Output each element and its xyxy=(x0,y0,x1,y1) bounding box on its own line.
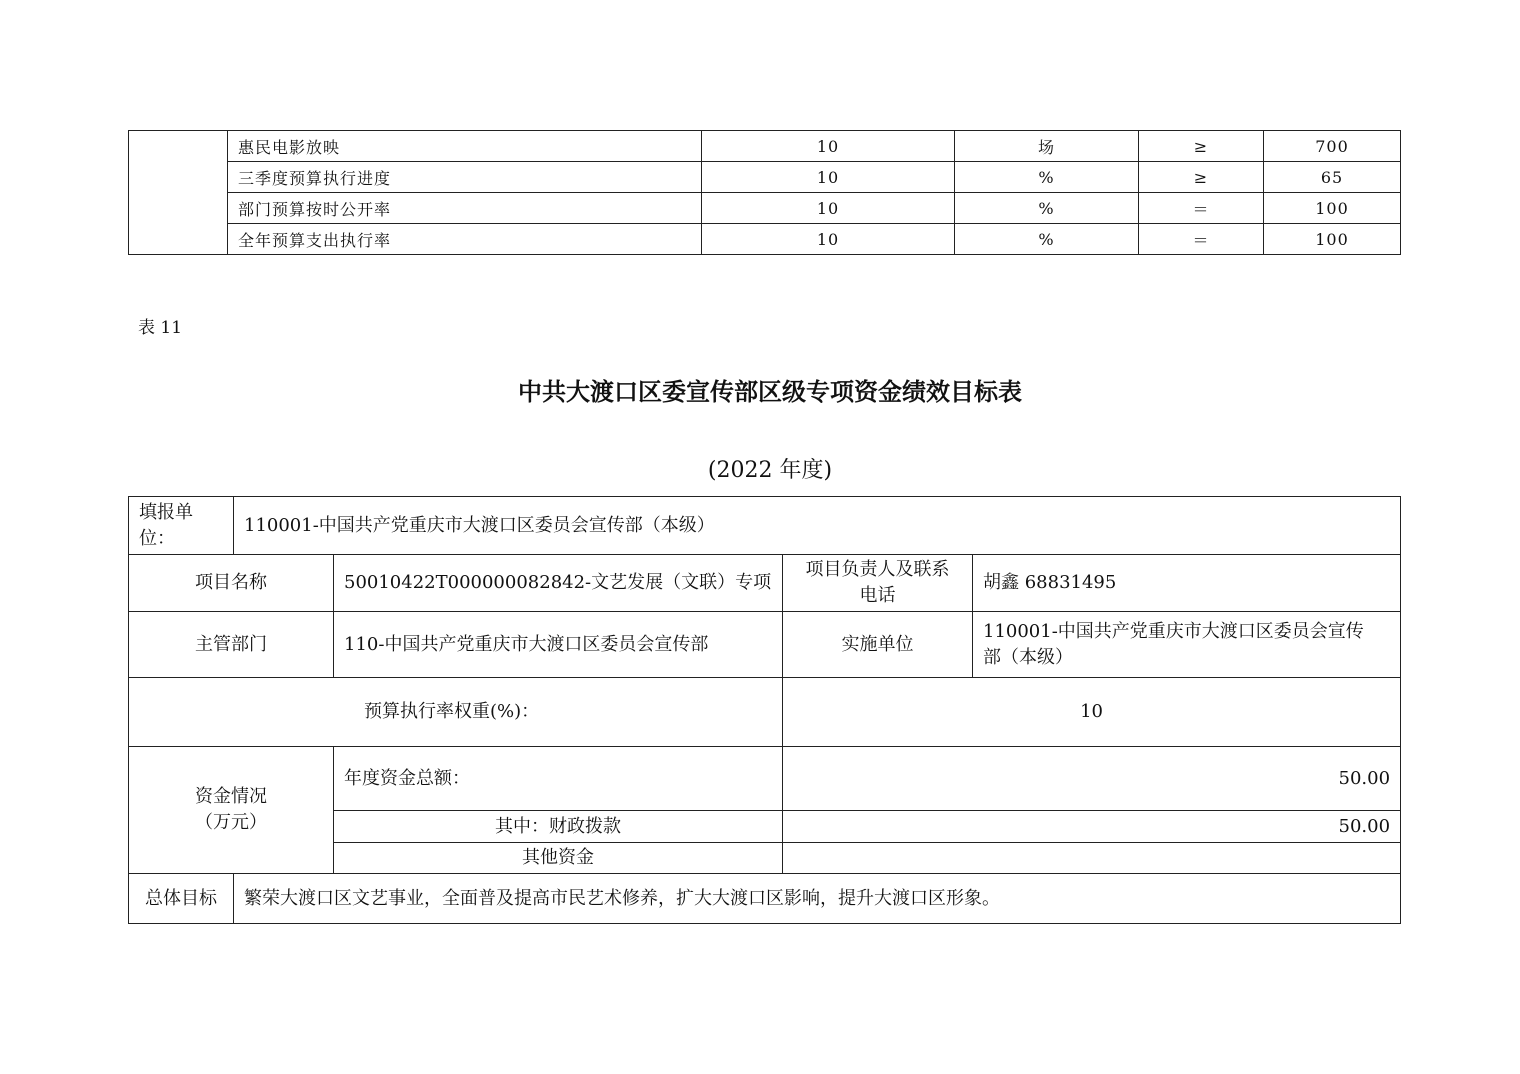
table-row xyxy=(129,612,1401,678)
funds-label xyxy=(129,747,334,874)
contact-value: 胡鑫 68831495 xyxy=(973,555,1401,612)
contact-label xyxy=(783,555,973,612)
reporting-unit-label xyxy=(129,497,234,555)
total-funds-value: 50.00 xyxy=(783,747,1401,811)
indicator-unit: 场 xyxy=(955,131,1139,162)
page-title: 中共大渡口区委宣传部区级专项资金绩效目标表 xyxy=(518,377,1022,406)
performance-target-table xyxy=(128,496,1401,924)
indicator-value: 100 xyxy=(1264,193,1401,224)
indicator-unit: % xyxy=(955,224,1139,255)
table-row xyxy=(129,224,1401,255)
other-funds-value xyxy=(783,843,1401,874)
table-row xyxy=(129,193,1401,224)
project-name-value: 50010422T000000082842-文艺发展（文联）专项 xyxy=(334,555,783,612)
indicator-weight: 10 xyxy=(702,224,955,255)
table-number: 表 11 xyxy=(138,318,183,338)
dept-label: 主管部门 xyxy=(129,612,334,678)
fiscal-funds-value: 50.00 xyxy=(783,811,1401,843)
table-row xyxy=(129,874,1401,924)
indicator-value: 700 xyxy=(1264,131,1401,162)
dept-value: 110-中国共产党重庆市大渡口区委员会宣传部 xyxy=(334,612,783,678)
indicator-weight: 10 xyxy=(702,131,955,162)
table-row xyxy=(129,747,1401,811)
fiscal-funds-label: 其中：财政拨款 xyxy=(334,811,783,843)
overall-goal-label: 总体目标 xyxy=(129,874,234,924)
indicator-weight: 10 xyxy=(702,162,955,193)
indicator-operator: ≥ xyxy=(1139,131,1264,162)
indicator-name: 惠民电影放映 xyxy=(228,131,702,162)
indicator-value: 65 xyxy=(1264,162,1401,193)
impl-unit-value-line2: 部（本级） xyxy=(983,646,1073,668)
table-row xyxy=(129,131,1401,162)
indicator-name: 部门预算按时公开率 xyxy=(228,193,702,224)
contact-label-line2: 电话 xyxy=(859,585,896,606)
overall-goal-value: 繁荣大渡口区文艺事业，全面普及提高市民艺术修养，扩大大渡口区影响，提升大渡口区形象。 xyxy=(234,874,1401,924)
budget-weight-value: 10 xyxy=(783,678,1401,747)
category-cell xyxy=(129,131,228,255)
funds-label-line1: 资金情况 xyxy=(195,786,267,807)
total-funds-label: 年度资金总额： xyxy=(334,747,783,811)
reporting-unit-label-line2: 位： xyxy=(139,527,175,549)
impl-unit-value xyxy=(973,612,1401,678)
indicator-name: 三季度预算执行进度 xyxy=(228,162,702,193)
page-subtitle: (2022 年度) xyxy=(707,458,833,483)
impl-unit-value-line1: 110001-中国共产党重庆市大渡口区委员会宣传 xyxy=(983,620,1364,642)
indicator-name: 全年预算支出执行率 xyxy=(228,224,702,255)
indicator-operator: ≥ xyxy=(1139,162,1264,193)
reporting-unit-value: 110001-中国共产党重庆市大渡口区委员会宣传部（本级） xyxy=(234,497,1401,555)
budget-weight-label: 预算执行率权重(%)： xyxy=(129,678,783,747)
contact-label-line1: 项目负责人及联系 xyxy=(805,559,950,580)
indicator-unit: % xyxy=(955,193,1139,224)
indicator-weight: 10 xyxy=(702,193,955,224)
indicator-table xyxy=(128,130,1401,255)
table-row xyxy=(129,678,1401,747)
table-row xyxy=(129,497,1401,555)
indicator-operator: ＝ xyxy=(1139,224,1264,255)
indicator-operator: ＝ xyxy=(1139,193,1264,224)
indicator-value: 100 xyxy=(1264,224,1401,255)
other-funds-label: 其他资金 xyxy=(334,843,783,874)
reporting-unit-label-line1: 填报单 xyxy=(139,501,193,523)
table-row xyxy=(129,162,1401,193)
table-row xyxy=(129,555,1401,612)
indicator-unit: % xyxy=(955,162,1139,193)
funds-label-line2: （万元） xyxy=(195,812,267,833)
impl-unit-label: 实施单位 xyxy=(783,612,973,678)
project-name-label: 项目名称 xyxy=(129,555,334,612)
